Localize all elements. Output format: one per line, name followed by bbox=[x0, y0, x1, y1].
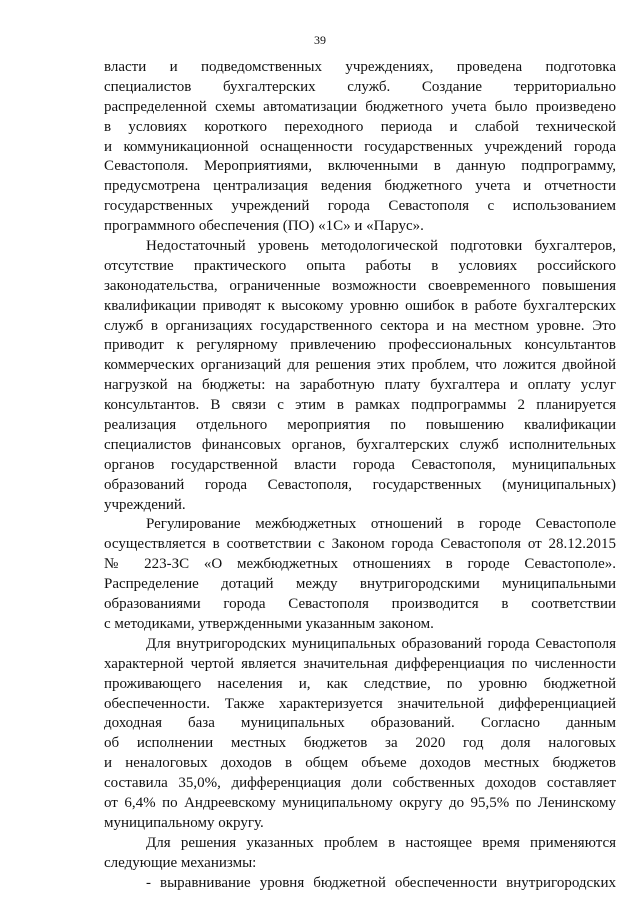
text-line: органов государственной власти города Севастополя, муниципальных bbox=[104, 456, 616, 473]
text-line: в условиях короткого переходного периода и слабой технической bbox=[104, 118, 616, 135]
text-line: осуществляется в соответствии с Законом города Севастополя от 28.12.2015 bbox=[104, 536, 616, 553]
text-line: с методиками, утвержденными указанным законом. bbox=[104, 615, 434, 632]
text-line: об исполнении местных бюджетов за 2020 год доля налоговых bbox=[104, 735, 616, 752]
text-line: № 223-ЗС «О межбюджетных отношениях в городе Севастополе». bbox=[104, 556, 616, 573]
body-text bbox=[104, 58, 616, 893]
text-line: Распределение дотаций между внутригородскими муниципальными bbox=[104, 576, 616, 593]
text-line: Для внутригородских муниципальных образований города Севастополя bbox=[146, 635, 616, 652]
text-line: от 6,4% по Андреевскому муниципальному округу до 95,5% по Ленинскому bbox=[104, 794, 616, 811]
text-line: коммерческих организаций для решения этих проблем, что ложится двойной bbox=[104, 357, 616, 374]
text-line: и коммуникационной оснащенности государственных учреждений города bbox=[104, 138, 616, 155]
text-line: распределенной схемы автоматизации бюджетного учета было произведено bbox=[104, 98, 616, 115]
text-line: специалистов бухгалтерских служб. Создание территориально bbox=[104, 78, 616, 95]
text-line: консультантов. В связи с этим в рамках подпрограммы 2 планируется bbox=[104, 397, 616, 414]
text-line: характерной чертой является значительная дифференциация по численности bbox=[104, 655, 616, 672]
text-line: учреждений. bbox=[104, 496, 186, 513]
text-line: проживающего населения и, как следствие, по уровню бюджетной bbox=[104, 675, 616, 692]
text-line: муниципальному округу. bbox=[104, 814, 264, 831]
text-line: и неналоговых доходов в общем объеме доходов местных бюджетов bbox=[104, 755, 616, 772]
text-line: государственных учреждений города Севастополя с использованием bbox=[104, 198, 616, 215]
text-line: законодательства, ограниченные возможности своевременного повышения bbox=[104, 277, 616, 294]
text-line: квалификации приводят к высокому уровню ошибок в работе бухгалтерских bbox=[104, 297, 616, 314]
page-number: 39 bbox=[314, 33, 326, 47]
text-line: обеспеченности. Также характеризуется значительной дифференциацией bbox=[104, 695, 616, 712]
text-line: следующие механизмы: bbox=[104, 854, 257, 871]
text-line: нагрузкой на бюджеты: на заработную плату бухгалтера и оплату услуг bbox=[104, 377, 616, 394]
text-line: Регулирование межбюджетных отношений в городе Севастополе bbox=[146, 516, 616, 533]
text-line: власти и подведомственных учреждениях, проведена подготовка bbox=[104, 59, 616, 75]
text-line: доходная база муниципальных образований. Согласно данным bbox=[104, 715, 616, 732]
text-line: предусмотрена централизация ведения бюджетного учета и отчетности bbox=[104, 178, 616, 195]
text-line: программного обеспечения (ПО) «1С» и «Парус». bbox=[104, 218, 424, 235]
text-line: Севастополя. Мероприятиями, включенными в данную подпрограмму, bbox=[104, 158, 616, 175]
text-line: составила 35,0%, дифференциация доли собственных доходов составляет bbox=[104, 775, 616, 792]
text-line: специалистов финансовых органов, бухгалтерских служб исполнительных bbox=[104, 436, 616, 453]
text-line: приводит к регулярному привлечению профессиональных консультантов bbox=[104, 337, 616, 354]
text-line: служб в организациях государственного сектора и на местном уровне. Это bbox=[104, 317, 616, 334]
text-line: образований города Севастополя, государственных (муниципальных) bbox=[104, 476, 616, 493]
text-line: отсутствие практического опыта работы в условиях российского bbox=[104, 257, 616, 274]
text-line: реализация отдельного мероприятия по повышению квалификации bbox=[104, 417, 616, 434]
text-line: - выравнивание уровня бюджетной обеспеченности внутригородских bbox=[146, 874, 616, 891]
text-line: образованиями города Севастополя производится в соответствии bbox=[104, 596, 616, 613]
text-line: Для решения указанных проблем в настоящее время применяются bbox=[146, 834, 616, 851]
text-line: Недостаточный уровень методологической подготовки бухгалтеров, bbox=[146, 238, 616, 255]
